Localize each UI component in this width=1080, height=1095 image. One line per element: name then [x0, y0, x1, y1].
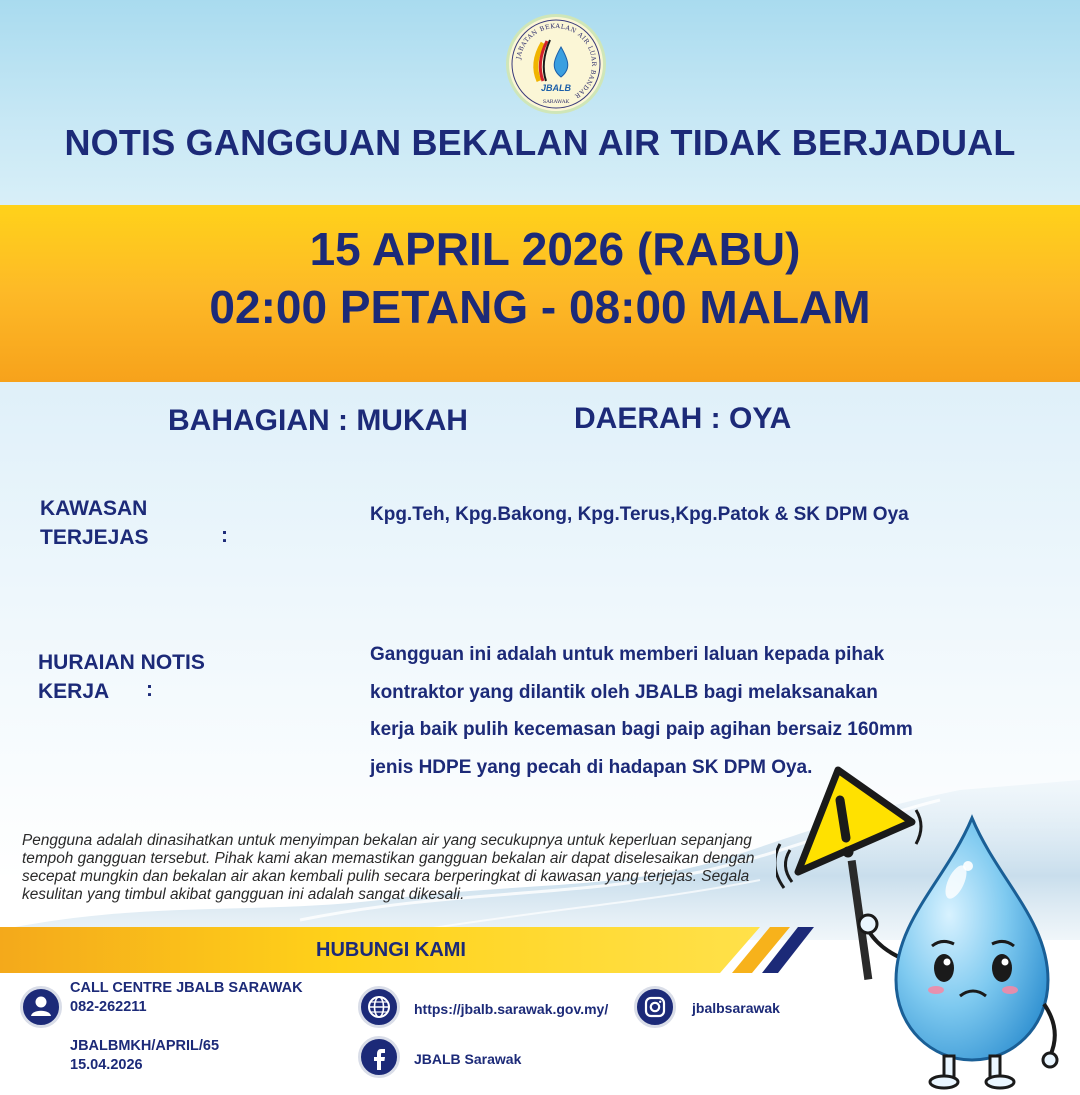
- water-drop-mascot: [776, 760, 1076, 1090]
- instagram-glyph: [637, 989, 673, 1025]
- svg-text:JABATAN BEKALAN AIR LUAR BANDA: JABATAN BEKALAN AIR LUAR BANDAR: [515, 22, 598, 100]
- affected-label-line1: KAWASAN: [40, 497, 148, 520]
- contact-heading: HUBUNGI KAMI: [316, 939, 466, 961]
- affected-colon: :: [221, 524, 228, 547]
- affected-area-value: Kpg.Teh, Kpg.Bakong, Kpg.Terus,Kpg.Patok & SK DPM Oya: [370, 504, 909, 525]
- description-label-line2: KERJA: [38, 680, 110, 703]
- instagram-handle[interactable]: jbalbsarawak: [692, 1000, 780, 1016]
- website-link[interactable]: https://jbalb.sarawak.gov.my/: [414, 1001, 609, 1017]
- description-line: kerja baik pulih kecemasan bagi paip agihan bersaiz 160mm: [370, 719, 913, 740]
- facebook-glyph: [361, 1039, 397, 1075]
- affected-label-line2: TERJEJAS: [40, 526, 149, 549]
- description-line: Gangguan ini adalah untuk memberi laluan kepada pihak: [370, 644, 885, 665]
- schedule-time: 02:00 PETANG - 08:00 MALAM: [209, 281, 871, 333]
- notice-title: NOTIS GANGGUAN BEKALAN AIR TIDAK BERJADUAL: [64, 122, 1016, 163]
- instagram-icon: [634, 986, 676, 1028]
- affected-area-label: [40, 494, 180, 552]
- facebook-icon: [358, 1036, 400, 1078]
- call-centre-phone[interactable]: 082-262211: [70, 999, 147, 1015]
- warning-sign-icon: [798, 770, 912, 872]
- logo-emblem: [509, 17, 603, 111]
- person-icon: [20, 986, 62, 1028]
- description-colon: :: [146, 678, 153, 701]
- description-line: jenis HDPE yang pecah di hadapan SK DPM Oya.: [370, 756, 813, 778]
- svg-text:JBALB: JBALB: [540, 83, 572, 93]
- jbalb-logo: [506, 14, 606, 114]
- bahagian-heading: BAHAGIAN : MUKAH: [168, 404, 468, 437]
- schedule-date: 15 APRIL 2026 (RABU): [309, 223, 801, 275]
- globe-icon: [358, 986, 400, 1028]
- globe-glyph: [361, 989, 397, 1025]
- description-label-line1: HURAIAN NOTIS: [38, 651, 205, 674]
- work-description-label: [38, 648, 238, 706]
- svg-text:SARAWAK: SARAWAK: [542, 99, 570, 105]
- person-glyph: [23, 989, 59, 1025]
- call-centre-label: CALL CENTRE JBALB SARAWAK: [70, 980, 303, 996]
- description-line: kontraktor yang dilantik oleh JBALB bagi melaksanakan: [370, 681, 878, 703]
- reference-date: 15.04.2026: [70, 1057, 143, 1073]
- advice-text: Pengguna adalah dinasihatkan untuk menyimpan bekalan air yang secukupnya untuk keperluan sepanjang tempoh gangguan tersebut. Pihak kami akan memastikan gangguan bekalan air dapat diselesaikan dengan secepat mungkin dan bekalan air akan kembali pulih secara berperingkat di kawasan yang terjejas. Segala kesulitan yang timbul akibat gangguan ini adalah sangat dikesali.: [22, 832, 755, 903]
- reference-number: JBALBMKH/APRIL/65: [70, 1038, 220, 1054]
- facebook-link[interactable]: JBALB Sarawak: [414, 1051, 522, 1067]
- daerah-heading: DAERAH : OYA: [574, 402, 792, 435]
